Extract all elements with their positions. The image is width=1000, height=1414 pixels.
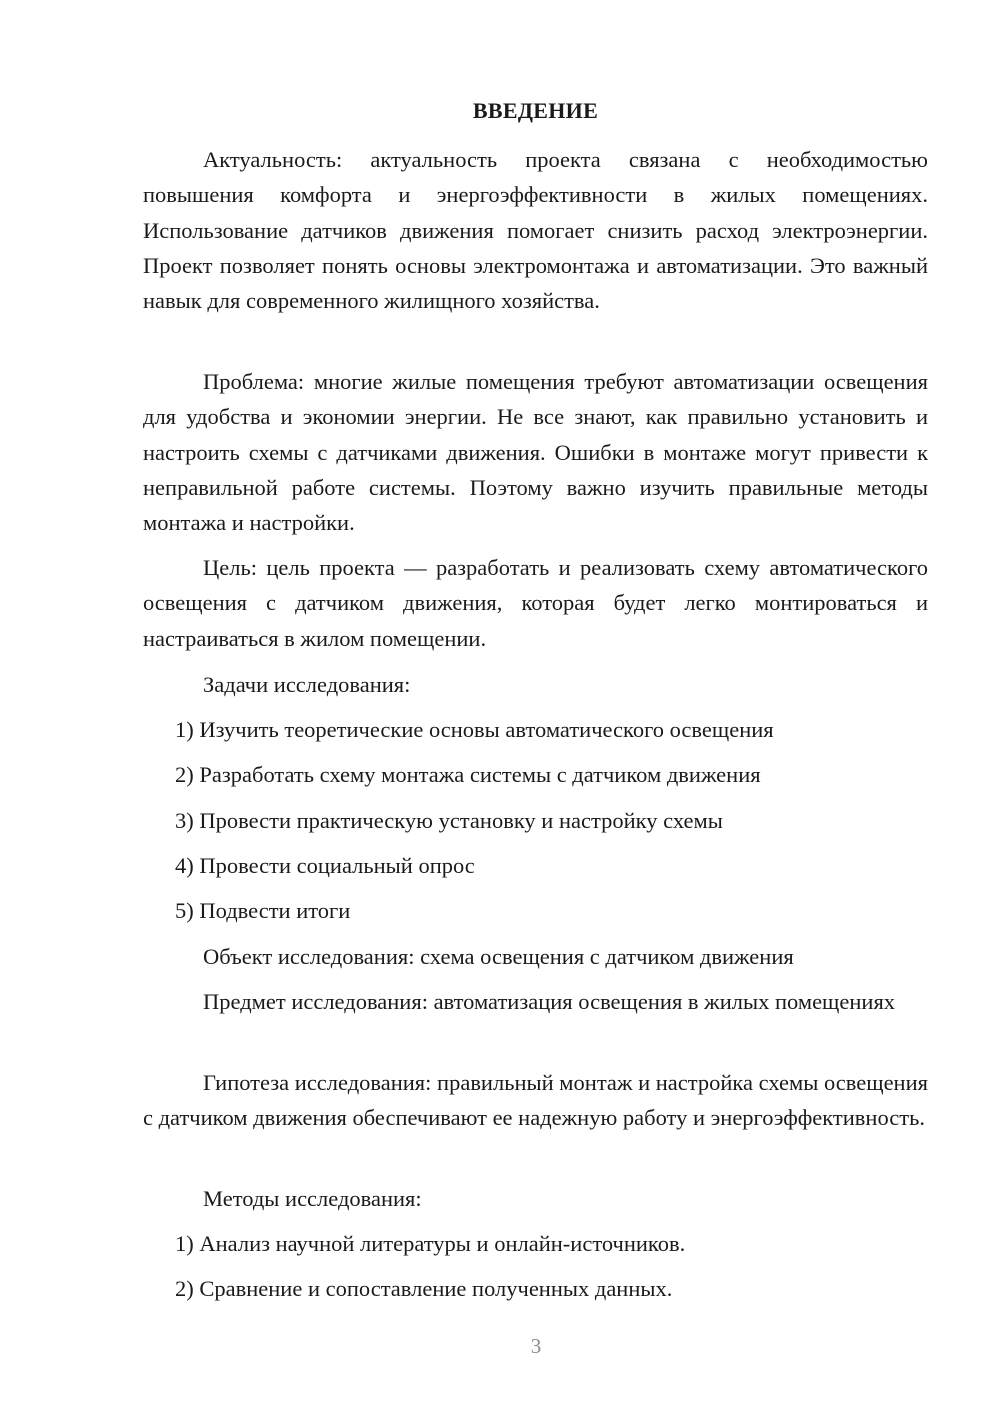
task-item: 3) Провести практическую установку и настройку схемы (175, 808, 723, 833)
task-item: 4) Провести социальный опрос (175, 853, 475, 878)
object-line: Объект исследования: схема освещения с датчиком движения (203, 944, 794, 969)
hypothesis-paragraph: Гипотеза исследования: правильный монтаж и настройка схемы освещения с датчиком движения обеспечивают ее надежную работу и энергоэффективность. (143, 1070, 928, 1131)
method-item: 2) Сравнение и сопоставление полученных данных. (175, 1276, 673, 1301)
task-item: 2) Разработать схему монтажа системы с датчиком движения (175, 762, 761, 787)
task-item: 1) Изучить теоретические основы автоматического освещения (175, 717, 774, 742)
problem-paragraph: Проблема: многие жилые помещения требуют автоматизации освещения для удобства и экономии энергии. Не все знают, как правильно установить и настроить схемы с датчиками движения. Ошибки в монтаже могут привести к неправильной работе системы. Поэтому важно изучить правильные методы монтажа и настройки. (143, 369, 928, 536)
method-item: 1) Анализ научной литературы и онлайн-источников. (175, 1231, 686, 1256)
relevance-paragraph: Актуальность: актуальность проекта связана с необходимостью повышения комфорта и энергоэффективности в жилых помещениях. Использование датчиков движения помогает снизить расход электроэнергии. Проект позволяет понять основы электромонтажа и автоматизации. Это важный навык для современного жилищного хозяйства. (143, 147, 928, 314)
goal-paragraph: Цель: цель проекта — разработать и реализовать схему автоматического освещения с датчиком движения, которая будет легко монтироваться и настраиваться в жилом помещении. (143, 555, 928, 651)
task-item: 5) Подвести итоги (175, 898, 351, 923)
tasks-heading: Задачи исследования: (203, 672, 411, 697)
page-number: 3 (530, 1334, 542, 1358)
section-title: ВВЕДЕНИЕ (472, 98, 599, 123)
methods-heading: Методы исследования: (203, 1186, 422, 1211)
subject-paragraph: Предмет исследования: автоматизация освещения в жилых помещениях (203, 989, 896, 1014)
